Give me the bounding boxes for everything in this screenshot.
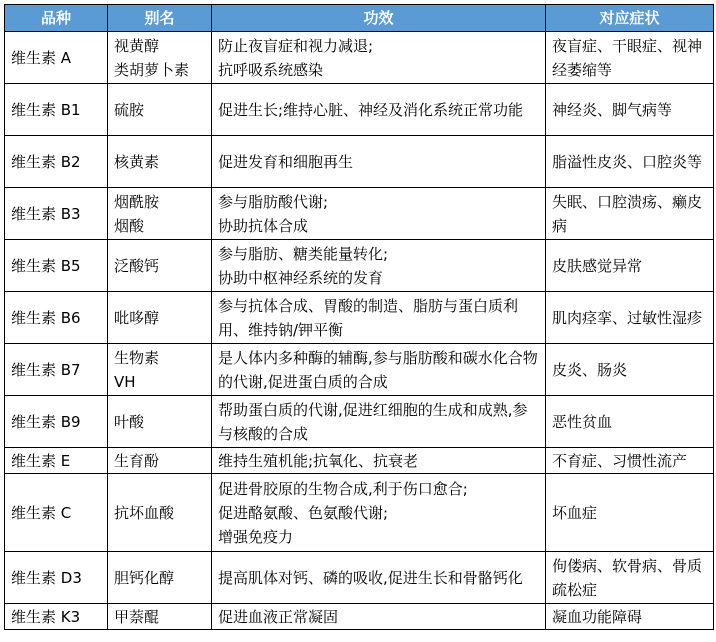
- variety-cell: 维生素 B6: [5, 292, 108, 344]
- table-row: [5, 188, 714, 240]
- symptoms-cell: [546, 604, 714, 630]
- effect-cell: [212, 604, 546, 630]
- effect-line: 帮助蛋白质的代谢,促进红细胞的生成和成熟,参与核酸的合成: [218, 400, 528, 443]
- effect-line: 参与抗体合成、胃酸的制造、脂肪与蛋白质利用、维持钠/钾平衡: [218, 296, 519, 339]
- variety-cell: 维生素 B7: [5, 344, 108, 396]
- alias-cell: [108, 344, 212, 396]
- header-effect: 功效: [212, 5, 546, 32]
- alias-cell: [108, 32, 212, 84]
- alias-line: 烟酰胺: [114, 192, 160, 211]
- alias-cell: [108, 396, 212, 448]
- variety-cell: 维生素 A: [5, 32, 108, 84]
- variety-cell: 维生素 B2: [5, 136, 108, 188]
- table-body: [5, 32, 714, 630]
- alias-cell: [108, 84, 212, 136]
- table-row: [5, 84, 714, 136]
- symptoms-cell: [546, 396, 714, 448]
- variety-cell: 维生素 K3: [5, 604, 108, 630]
- effect-cell: [212, 552, 546, 604]
- alias-line: 抗坏血酸: [114, 503, 175, 522]
- variety-cell: 维生素 E: [5, 448, 108, 474]
- alias-line: 硫胺: [114, 100, 145, 119]
- effect-line: 增强免疫力: [218, 527, 294, 546]
- symptoms-line: 皮肤感觉异常: [552, 256, 643, 275]
- effect-line: 防止夜盲症和视力减退;: [218, 36, 374, 55]
- symptoms-line: 脂溢性皮炎、口腔炎等: [552, 152, 703, 171]
- variety-cell: 维生素 B9: [5, 396, 108, 448]
- header-symptoms: 对应症状: [546, 5, 714, 32]
- effect-cell: [212, 448, 546, 474]
- alias-line: 叶酸: [114, 412, 145, 431]
- variety-cell: 维生素 D3: [5, 552, 108, 604]
- alias-cell: [108, 136, 212, 188]
- alias-line: 烟酸: [114, 216, 145, 235]
- alias-cell: [108, 604, 212, 630]
- alias-cell: [108, 552, 212, 604]
- alias-cell: [108, 448, 212, 474]
- alias-line: 吡哆醇: [114, 308, 160, 327]
- table-row: [5, 552, 714, 604]
- effect-line: 促进生长;维持心脏、神经及消化系统正常功能: [218, 100, 524, 119]
- effect-cell: [212, 292, 546, 344]
- table-row: [5, 240, 714, 292]
- symptoms-cell: [546, 240, 714, 292]
- table-row: [5, 292, 714, 344]
- alias-cell: [108, 292, 212, 344]
- symptoms-line: 夜盲症、干眼症、视神经萎缩等: [552, 36, 703, 79]
- effect-line: 参与脂肪酸代谢;: [218, 192, 329, 211]
- symptoms-cell: [546, 292, 714, 344]
- effect-cell: [212, 240, 546, 292]
- table-row: [5, 344, 714, 396]
- effect-line: 促进酪氨酸、色氨酸代谢;: [218, 503, 389, 522]
- alias-cell: [108, 240, 212, 292]
- effect-line: 是人体内多种酶的辅酶,参与脂肪酸和碳水化合物的代谢,促进蛋白质的合成: [218, 348, 538, 391]
- vitamin-table: [4, 4, 714, 630]
- effect-line: 抗呼吸系统感染: [218, 60, 324, 79]
- symptoms-cell: [546, 188, 714, 240]
- alias-cell: [108, 188, 212, 240]
- table-row: [5, 396, 714, 448]
- effect-cell: [212, 84, 546, 136]
- symptoms-cell: [546, 32, 714, 84]
- effect-line: 参与脂肪、糖类能量转化;: [218, 244, 389, 263]
- symptoms-line: 凝血功能障碍: [552, 607, 643, 626]
- symptoms-line: 坏血症: [552, 503, 598, 522]
- symptoms-cell: [546, 448, 714, 474]
- variety-cell: 维生素 B1: [5, 84, 108, 136]
- alias-line: 视黄醇: [114, 36, 160, 55]
- table-row: [5, 604, 714, 630]
- effect-line: 促进发育和细胞再生: [218, 152, 354, 171]
- alias-line: 生育酚: [114, 451, 160, 470]
- symptoms-line: 恶性贫血: [552, 412, 613, 431]
- variety-cell: 维生素 C: [5, 474, 108, 552]
- effect-cell: [212, 396, 546, 448]
- symptoms-cell: [546, 344, 714, 396]
- symptoms-cell: [546, 136, 714, 188]
- table-row: [5, 32, 714, 84]
- effect-line: 提高肌体对钙、磷的吸收,促进生长和骨骼钙化: [218, 568, 523, 587]
- variety-cell: 维生素 B3: [5, 188, 108, 240]
- symptoms-line: 皮炎、肠炎: [552, 360, 628, 379]
- effect-cell: [212, 474, 546, 552]
- variety-cell: 维生素 B5: [5, 240, 108, 292]
- table-row: [5, 136, 714, 188]
- symptoms-cell: [546, 474, 714, 552]
- effect-cell: [212, 188, 546, 240]
- table-row: [5, 474, 714, 552]
- symptoms-cell: [546, 84, 714, 136]
- table-header-row: [5, 5, 714, 32]
- alias-line: 甲萘醌: [114, 607, 160, 626]
- alias-cell: [108, 474, 212, 552]
- symptoms-line: 神经炎、脚气病等: [552, 100, 673, 119]
- effect-line: 促进血液正常凝固: [218, 607, 339, 626]
- alias-line: 生物素: [114, 348, 160, 367]
- alias-line: 胆钙化醇: [114, 568, 175, 587]
- alias-line: 核黄素: [114, 152, 160, 171]
- table-row: [5, 448, 714, 474]
- symptoms-line: 佝偻病、软骨病、骨质疏松症: [552, 556, 703, 599]
- symptoms-line: 肌肉痉挛、过敏性湿疹: [552, 308, 703, 327]
- header-variety: 品种: [5, 5, 108, 32]
- effect-cell: [212, 136, 546, 188]
- header-alias: 别名: [108, 5, 212, 32]
- alias-line: VH: [114, 372, 136, 391]
- effect-line: 维持生殖机能;抗氧化、抗衰老: [218, 451, 419, 470]
- effect-cell: [212, 32, 546, 84]
- effect-line: 促进骨胶原的生物合成,利于伤口愈合;: [218, 479, 468, 498]
- effect-line: 协助中枢神经系统的发育: [218, 268, 384, 287]
- alias-line: 泛酸钙: [114, 256, 160, 275]
- symptoms-line: 不育症、习惯性流产: [552, 451, 688, 470]
- alias-line: 类胡萝卜素: [114, 60, 190, 79]
- symptoms-line: 失眠、口腔溃疡、癞皮病: [552, 192, 703, 235]
- effect-cell: [212, 344, 546, 396]
- symptoms-cell: [546, 552, 714, 604]
- effect-line: 协助抗体合成: [218, 216, 309, 235]
